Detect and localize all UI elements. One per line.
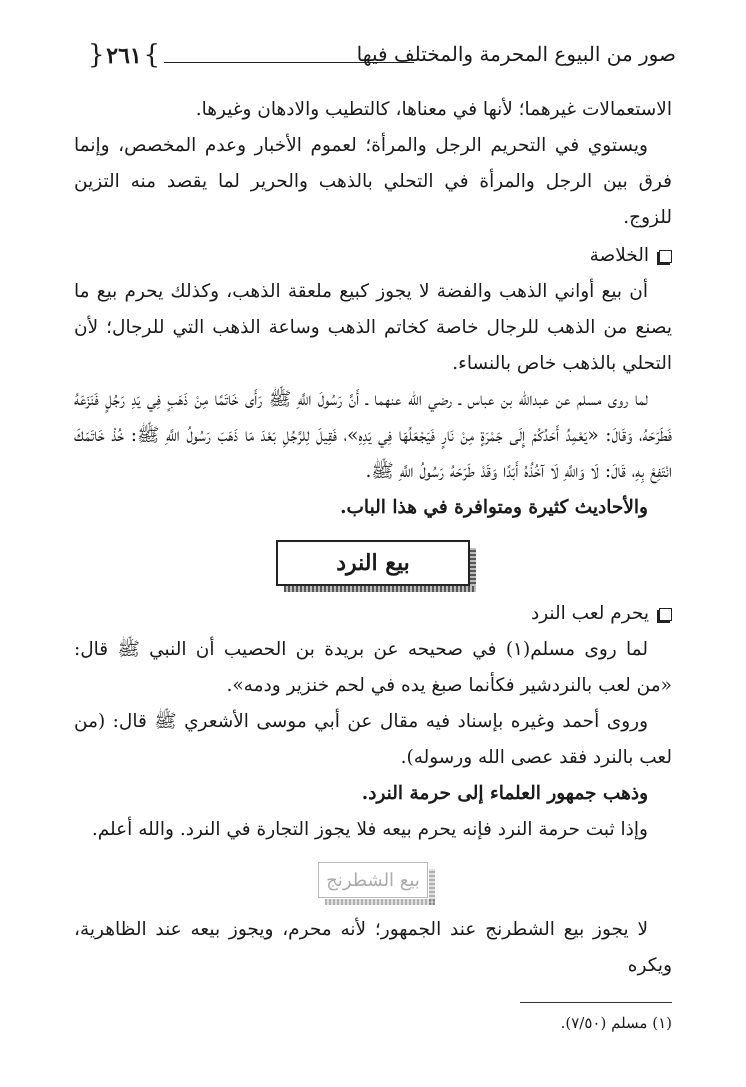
section-heading bbox=[74, 596, 672, 632]
footnote: (١) مسلم (٧/٥٠). bbox=[560, 1014, 672, 1032]
paragraph: الاستعمالات غيرهما؛ لأنها في معناها، كالتطيب والادهان وغيرها. bbox=[195, 99, 672, 120]
page-number: { ٢٦١ } bbox=[88, 38, 160, 74]
section-heading bbox=[74, 238, 672, 274]
paragraph: وذهب جمهور العلماء إلى حرمة النرد. bbox=[361, 783, 648, 804]
chapter-title-box: بيع النرد bbox=[276, 540, 470, 586]
running-title: صور من البيوع المحرمة والمختلف فيها bbox=[356, 42, 676, 66]
paragraph: لما روى مسلم عن عبدالله بن عباس ـ رضي الله عنهما ـ أَنَّ رَسُولَ اللَّهِ ﷺ رَأَى خَاتَمًا مِنْ ذَهَبٍ فِي يَدِ رَجُلٍ فَنَزَعَهُ فَطَرَحَهُ، وَقَالَ: «يَعْمِدُ أَحَدُكُمْ إِلَى جَمْرَةٍ مِنْ نَارٍ فَيَجْعَلُهَا فِي يَدِهِ»، فَقِيلَ لِلرَّجُلِ بَعْدَ مَا ذَهَبَ رَسُولُ اللَّهِ ﷺ: خُذْ خَاتَمَكَ انْتَفِعْ بِهِ، قَالَ: لَا وَاللَّهِ لَا آخُذُهُ أَبَدًا وَقَدْ طَرَحَهُ رَسُولُ اللَّهِ ﷺ. bbox=[74, 389, 672, 482]
paragraph: لما روى مسلم(١) في صحيحه عن بريدة بن الحصيب أن النبي ﷺ قال: «من لعب بالنردشير فكأنما صبغ يده في لحم خنزير ودمه». bbox=[74, 639, 672, 696]
paragraph: ويستوي في التحريم الرجل والمرأة؛ لعموم الأخبار وعدم المخصص، وإنما فرق بين الرجل والمرأة في التحلي بالذهب والحرير لما يقصد منه التزين للزوج. bbox=[74, 135, 672, 228]
square-bullet-icon bbox=[659, 608, 672, 621]
section-heading-text: الخلاصة bbox=[589, 245, 649, 266]
section-heading-text: يحرم لعب النرد bbox=[530, 603, 649, 624]
paragraph: وروى أحمد وغيره بإسناد فيه مقال عن أبي موسى الأشعري ﷺ قال: (من لعب بالنرد فقد عصى الله ورسوله). bbox=[74, 711, 672, 768]
paragraph: لا يجوز بيع الشطرنج عند الجمهور؛ لأنه محرم، ويجوز بيعه عند الظاهرية، ويكره bbox=[74, 919, 672, 976]
paragraph: وإذا ثبت حرمة النرد فإنه يحرم بيعه فلا يجوز التجارة في النرد. والله أعلم. bbox=[91, 819, 648, 840]
paragraph: والأحاديث كثيرة ومتوافرة في هذا الباب. bbox=[340, 497, 648, 518]
page-body bbox=[74, 92, 672, 984]
paragraph: أن بيع أواني الذهب والفضة لا يجوز كبيع ملعقة الذهب، وكذلك يحرم بيع ما يصنع من الذهب للرجال خاصة كخاتم الذهب وساعة الذهب التي للرجال؛ لأن التحلي بالذهب خاص بالنساء. bbox=[74, 281, 672, 374]
page-header bbox=[80, 38, 676, 78]
footnote-rule bbox=[520, 1002, 672, 1003]
square-bullet-icon bbox=[659, 250, 672, 263]
chapter-title-box: بيع الشطرنج bbox=[318, 862, 428, 898]
